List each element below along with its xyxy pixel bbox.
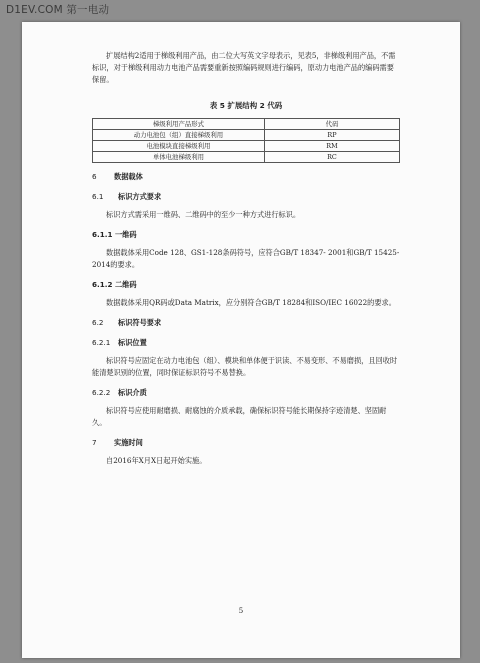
table-cell: RC	[264, 152, 399, 163]
table-cell: RP	[264, 130, 399, 141]
table-header-cell: 梯级利用产品形式	[93, 119, 265, 130]
section-6-1-1-body: 数据载体采用Code 128、GS1-128条码符号，应符合GB/T 18347- 2001和GB/T 15425-2014的要求。	[92, 248, 400, 269]
section-6-heading	[92, 171, 400, 183]
table-title: 表 5 扩展结构 2 代码	[209, 101, 283, 110]
table-cell: 动力电池包（组）直接梯级利用	[93, 130, 265, 141]
section-number: 6.2	[92, 318, 104, 327]
section-title: 标识方式要求	[118, 192, 162, 201]
section-6-2-2-heading	[92, 387, 400, 399]
section-title: 标识符号要求	[118, 318, 162, 327]
section-number: 6.1	[92, 192, 104, 201]
section-number: 7	[92, 438, 97, 447]
intro-paragraph: 扩展结构2适用于梯级利用产品，由二位大写英文字母表示，见表5，非梯级利用产品，不需标识，对于梯级利用动力电池产品需要重新按照编码规则进行编码，原动力电池产品的编码需要保留。	[92, 51, 396, 84]
table-cell: RM	[264, 141, 399, 152]
section-number: 6.2.2	[92, 388, 111, 397]
document-page	[22, 22, 460, 658]
section-6-1-1-heading: 6.1.1 一维码	[92, 230, 137, 239]
table-cell: 单体电池梯级利用	[93, 152, 265, 163]
section-number: 6	[92, 172, 97, 181]
section-number: 6.2.1	[92, 338, 111, 347]
page-content	[92, 50, 400, 467]
section-7-heading	[92, 437, 400, 449]
section-title: 实施时间	[114, 438, 143, 447]
section-7-body: 自2016年X月X日起开始实施。	[106, 456, 207, 465]
section-6-1-body: 标识方式需采用一维码、二维码中的至少一种方式进行标识。	[106, 210, 301, 219]
table-row	[93, 130, 400, 141]
watermark: D1EV.COM 第一电动	[6, 4, 110, 16]
table-row	[93, 152, 400, 163]
section-title: 数据载体	[114, 172, 143, 181]
section-6-2-1-heading	[92, 337, 400, 349]
section-6-1-heading	[92, 191, 400, 203]
section-title: 标识介质	[118, 388, 147, 397]
section-title: 标识位置	[118, 338, 147, 347]
section-6-2-1-body: 标识符号应固定在动力电池包（组）、模块和单体便于识读、不易变形、不易磨损，且回收时能清楚识别的位置，同时保证标识符号不易替换。	[92, 356, 398, 377]
table-row	[93, 141, 400, 152]
table-header-cell: 代码	[264, 119, 399, 130]
table-header-row	[93, 119, 400, 130]
section-6-1-2-body: 数据载体采用QR码或Data Matrix，应分别符合GB/T 18284和ISO/IEC 16022的要求。	[106, 298, 396, 307]
page-number: 5	[238, 607, 244, 615]
table-cell: 电池模块直接梯级利用	[93, 141, 265, 152]
code-table	[92, 118, 400, 163]
section-6-1-2-heading: 6.1.2 二维码	[92, 280, 137, 289]
section-6-2-heading	[92, 317, 400, 329]
section-6-2-2-body: 标识符号应使用耐磨损、耐腐蚀的介质承载，确保标识符号能长期保持字迹清楚、坚固耐久。	[92, 406, 387, 427]
